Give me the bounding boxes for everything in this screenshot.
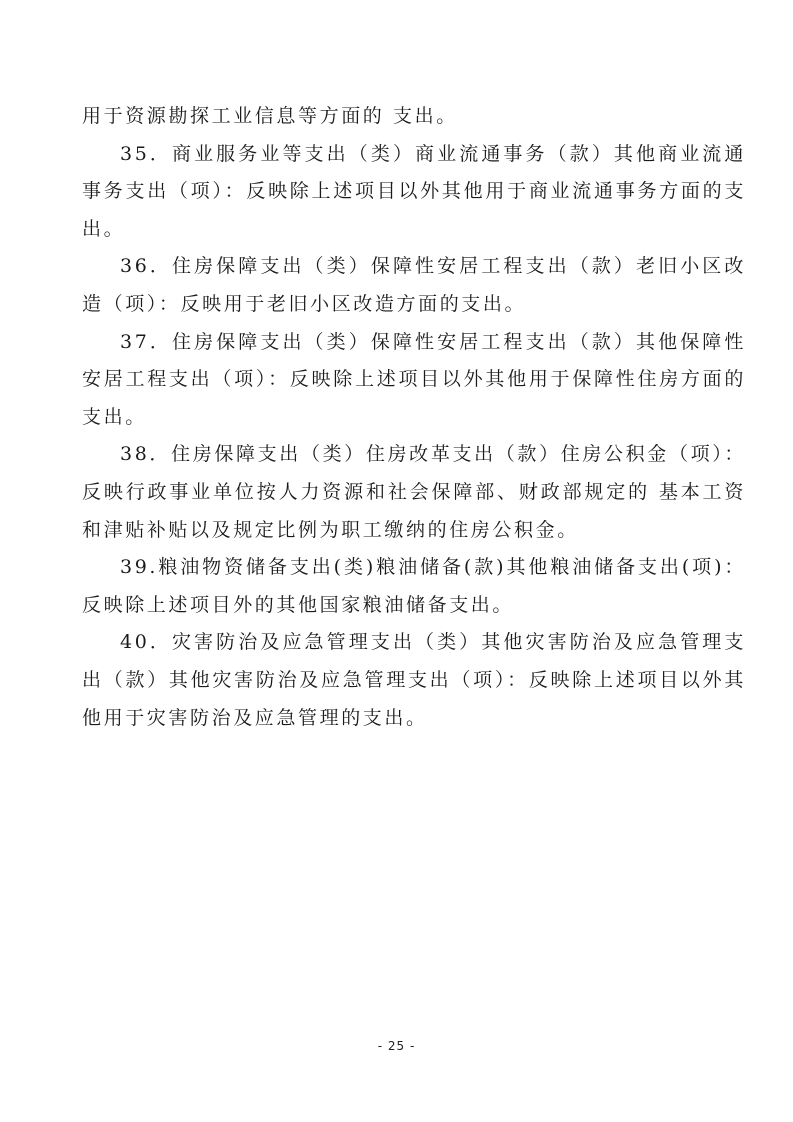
paragraph-38: 38．住房保障支出（类）住房改革支出（款）住房公积金（项）：反映行政事业单位按人力资源和社会保障部、财政部规定的 基本工资和津贴补贴以及规定比例为职工缴纳的住房公积金。	[82, 443, 746, 541]
paragraph-35: 35．商业服务业等支出（类）商业流通事务（款）其他商业流通事务支出（项）：反映除上述项目以外其他用于商业流通事务方面的支出。	[82, 142, 746, 240]
paragraph-37: 37．住房保障支出（类）保障性安居工程支出（款）其他保障性安居工程支出（项）：反映除上述项目以外其他用于保障性住房方面的支出。	[82, 330, 746, 428]
paragraph-continued: 用于资源勘探工业信息等方面的 支出。	[82, 105, 458, 127]
page-number: - 25 -	[377, 1039, 416, 1053]
page-body	[82, 98, 746, 737]
paragraph-36: 36．住房保障支出（类）保障性安居工程支出（款）老旧小区改造（项）：反映用于老旧小区改造方面的支出。	[82, 255, 746, 315]
paragraph-39: 39.粮油物资储备支出(类)粮油储备(款)其他粮油储备支出(项)：反映除上述项目外的其他国家粮油储备支出。	[82, 556, 746, 616]
paragraph-40: 40．灾害防治及应急管理支出（类）其他灾害防治及应急管理支出（款）其他灾害防治及应急管理支出（项）：反映除上述项目以外其他用于灾害防治及应急管理的支出。	[82, 631, 746, 729]
